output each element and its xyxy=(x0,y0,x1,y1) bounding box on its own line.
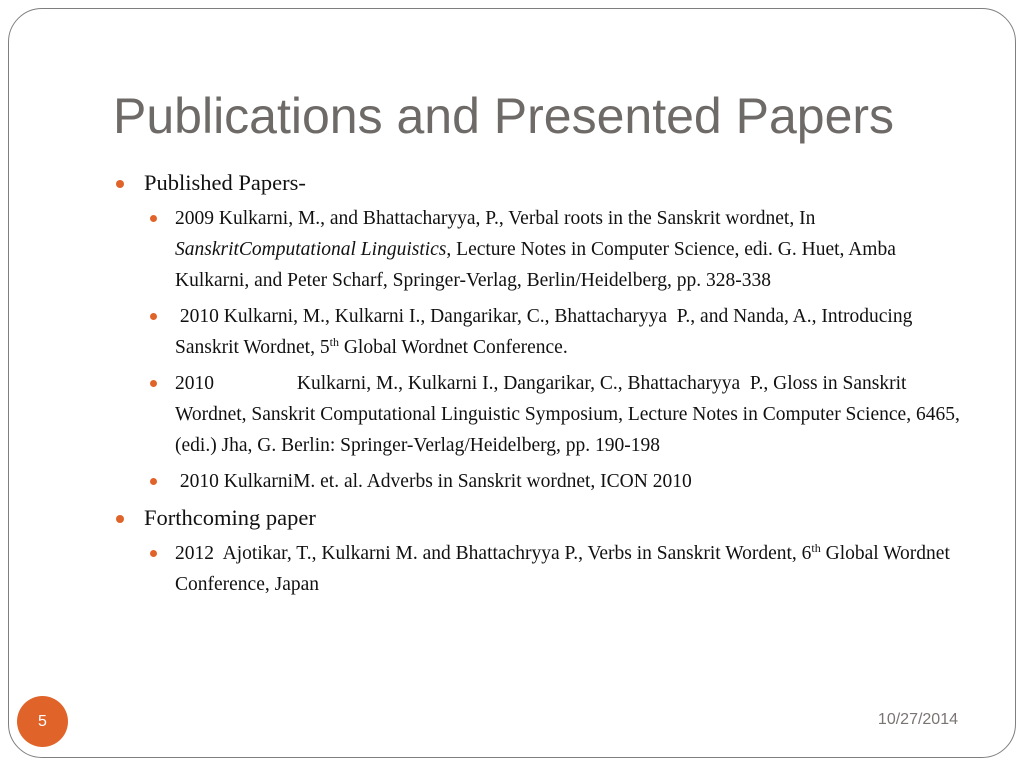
section-forthcoming-paper xyxy=(113,503,973,533)
publication-superscript: th xyxy=(329,335,339,349)
section-heading: Published Papers- xyxy=(144,170,306,195)
page-number-badge: 5 xyxy=(17,696,68,747)
bullet-icon xyxy=(116,515,124,523)
publication-text: 2010 Kulkarni, M., Kulkarni I., Dangarikar, C., Bhattacharyya P., and Nanda, A., Introducing Sanskrit Wordnet, 5 xyxy=(175,306,918,358)
publication-item xyxy=(144,368,973,461)
bullet-icon xyxy=(150,215,157,222)
slide-date: 10/27/2014 xyxy=(877,711,958,728)
publication-item xyxy=(144,203,973,296)
publication-text: 2009 Kulkarni, M., and Bhattacharyya, P., Verbal roots in the Sanskrit wordnet, In xyxy=(175,208,816,229)
publication-item xyxy=(144,301,973,363)
bullet-icon xyxy=(150,313,157,320)
publication-text: 2010 Kulkarni, M., Kulkarni I., Dangarikar, C., Bhattacharyya P., Gloss in Sanskrit Wordnet, Sanskrit Computational Linguistic Symposium, Lecture Notes in Computer Science, 6465, (edi.) Jha, G. Berlin: Springer-Verlag/Heidelberg, pp. 190-198 xyxy=(175,373,965,456)
publication-item xyxy=(144,538,973,600)
section-published-papers xyxy=(113,168,973,198)
publication-text: Global Wordnet Conference. xyxy=(338,337,568,358)
publication-italic-text: SanskritComputational Linguistics xyxy=(175,239,447,260)
publication-text: Global Wordnet Conference, Japan xyxy=(175,543,950,595)
slide-content xyxy=(113,166,973,605)
bullet-icon xyxy=(150,550,157,557)
section-heading: Forthcoming paper xyxy=(144,505,316,530)
bullet-icon xyxy=(116,180,124,188)
bullet-icon xyxy=(150,380,157,387)
publication-item xyxy=(144,466,973,497)
publication-text: , Lecture Notes in Computer Science, edi. G. Huet, Amba Kulkarni, and Peter Scharf, Springer-Verlag, Berlin/Heidelberg, pp. 328-338 xyxy=(175,239,896,291)
bullet-icon xyxy=(150,478,157,485)
publication-text: 2010 KulkarniM. et. al. Adverbs in Sanskrit wordnet, ICON 2010 xyxy=(175,471,692,492)
publication-text: 2012 Ajotikar, T., Kulkarni M. and Bhattachryya P., Verbs in Sanskrit Wordent, 6 xyxy=(175,543,812,564)
slide-title: Publications and Presented Papers xyxy=(113,88,895,144)
publication-superscript: th xyxy=(811,541,821,555)
